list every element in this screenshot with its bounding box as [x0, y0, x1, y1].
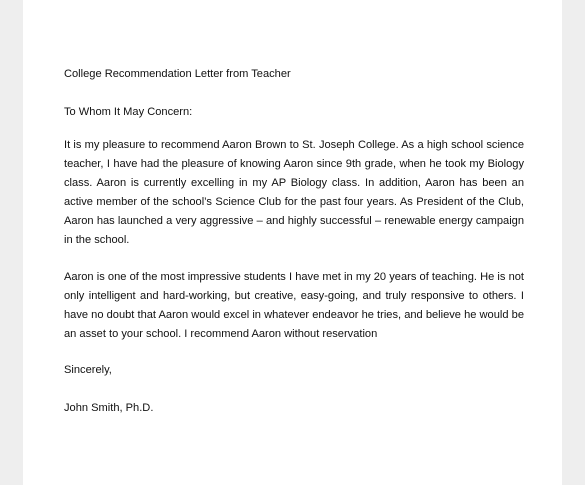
letter-paragraph-2: Aaron is one of the most impressive students I have met in my 20 years of teaching. He is not only intelligent and hard-working, but creative, easy-going, and truly responsive to others. I have no doubt that Aaron would excel in whatever endeavor he tries, and believe he would be an asset to your school. I recommend Aaron without reservation [64, 271, 524, 341]
letter-page [23, 0, 562, 485]
letter-paragraph-1: It is my pleasure to recommend Aaron Brown to St. Joseph College. As a high school science teacher, I have had the pleasure of knowing Aaron since 9th grade, when he took my Biology class. Aaron is currently excelling in my AP Biology class. In addition, Aaron has been an active member of the school’s Science Club for the past four years. As President of the Club, Aaron has launched a very aggressive – and highly successful – renewable energy campaign in the school. [64, 139, 524, 247]
letter-signature: John Smith, Ph.D. [64, 402, 154, 414]
letter-title: College Recommendation Letter from Teacher [64, 68, 291, 80]
letter-salutation: To Whom It May Concern: [64, 106, 193, 118]
letter-closing: Sincerely, [64, 364, 112, 376]
